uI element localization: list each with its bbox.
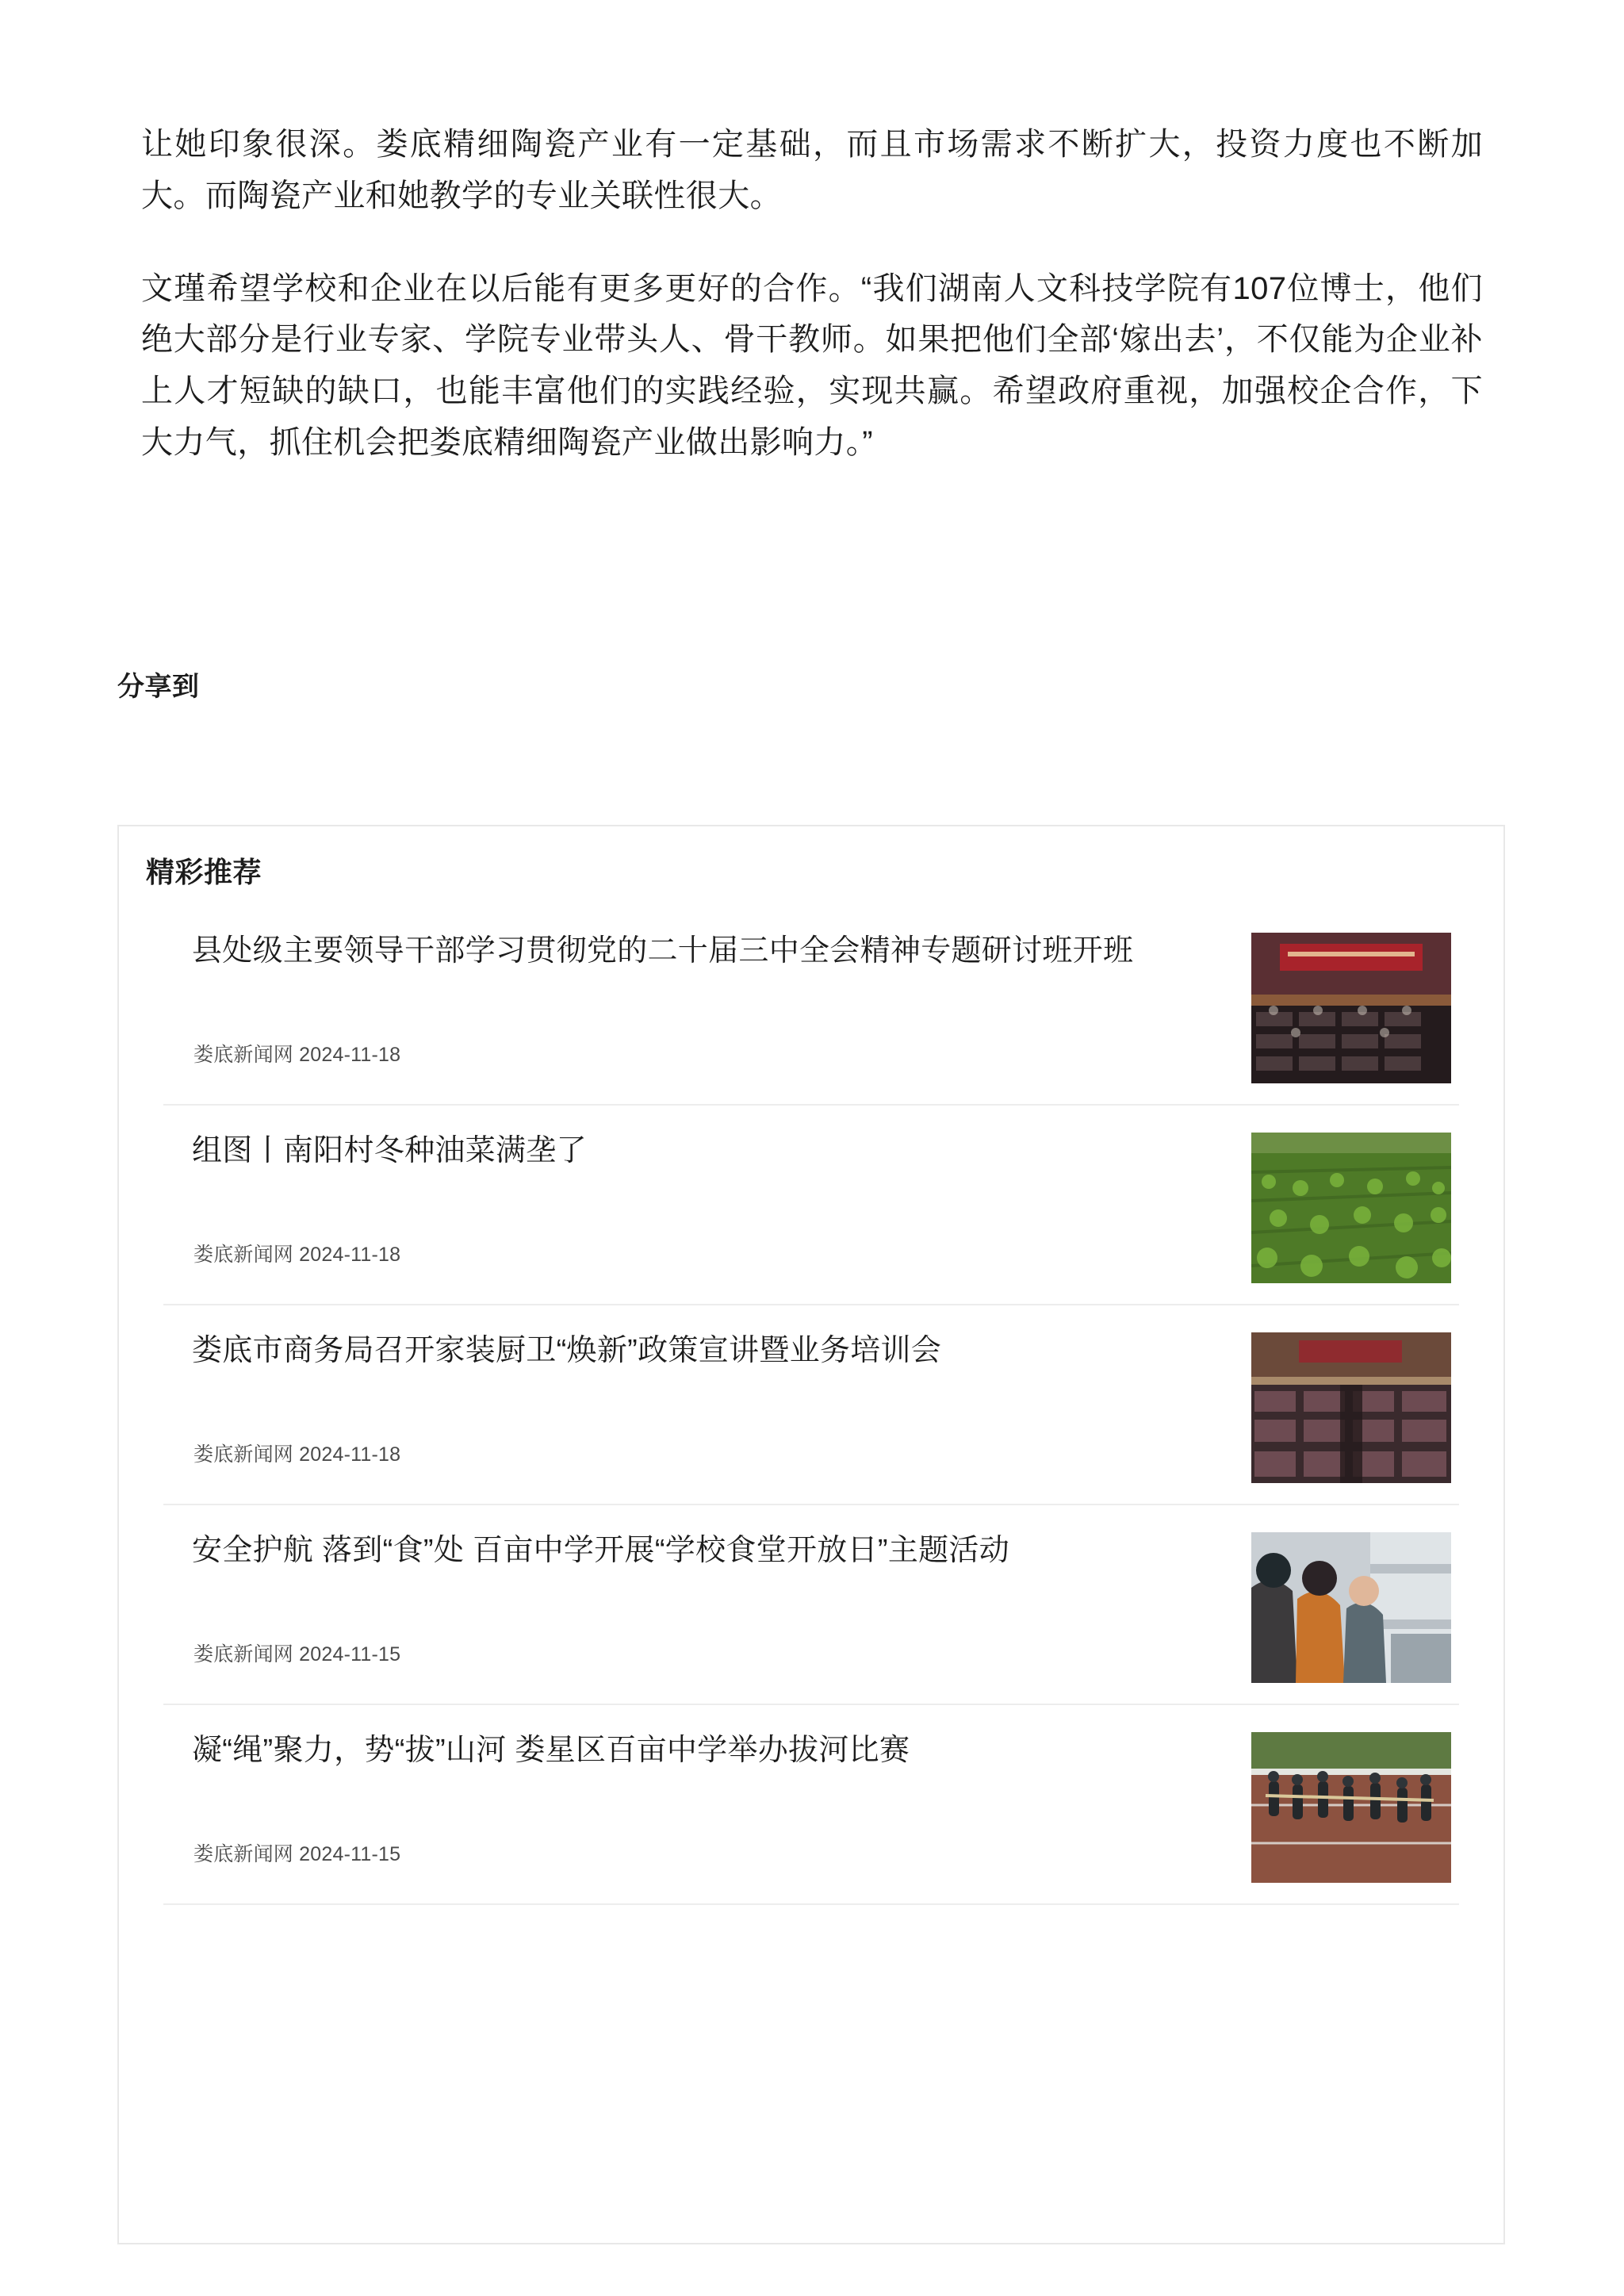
article-paragraph: 文瑾希望学校和企业在以后能有更多更好的合作。“我们湖南人文科技学院有107位博士，他们绝大部分是行业专家、学院专业带头人、骨干教师。如果把他们全部‘嫁出去’，不仅能为企业补上人才短缺的缺口，也能丰富他们的实践经验，实现共赢。希望政府重视，加强校企合作，下大力气，抓住机会把娄底精细陶瓷产业做出影响力。”	[141, 270, 1483, 460]
list-item-thumbnail[interactable]	[1251, 1332, 1451, 1483]
list-item-date: 2024-11-18	[299, 1244, 401, 1266]
list-item-headline[interactable]: 组图丨南阳村冬种油菜满垄了	[192, 1134, 587, 1167]
list-item-source: 娄底新闻网	[193, 1643, 294, 1665]
list-item-text	[192, 906, 1278, 1104]
conference-room-seats-icon	[1251, 1332, 1451, 1483]
list-item[interactable]	[163, 1505, 1459, 1705]
list-item-date: 2024-11-15	[299, 1843, 401, 1865]
list-item-thumbnail[interactable]	[1251, 1532, 1451, 1683]
list-item[interactable]	[163, 1106, 1459, 1305]
list-item-meta	[193, 1239, 400, 1267]
share-label: 分享到	[117, 672, 200, 702]
list-item-headline[interactable]: 安全护航 落到“食”处 百亩中学开展“学校食堂开放日”主题活动	[192, 1534, 1010, 1567]
article-body	[141, 119, 1483, 469]
list-item-meta	[193, 1639, 400, 1667]
list-item-thumbnail[interactable]	[1251, 1732, 1451, 1883]
list-item-text	[192, 1705, 1278, 1903]
list-item-headline[interactable]: 凝“绳”聚力，势“拔”山河 娄星区百亩中学举办拔河比赛	[192, 1734, 910, 1767]
list-item-date: 2024-11-15	[299, 1643, 401, 1665]
list-item[interactable]	[163, 1305, 1459, 1505]
recommend-list-footer-space	[163, 1984, 1459, 2103]
green-rapeseed-field-icon	[1251, 1133, 1451, 1283]
list-item[interactable]	[163, 1705, 1459, 1905]
list-item-source: 娄底新闻网	[193, 1443, 294, 1466]
list-item-text	[192, 1505, 1278, 1704]
list-item-meta	[193, 1039, 400, 1068]
list-item-date: 2024-11-18	[299, 1044, 401, 1066]
recommend-list	[119, 906, 1503, 1905]
list-item-headline[interactable]: 县处级主要领导干部学习贯彻党的二十届三中全会精神专题研讨班开班	[192, 934, 1134, 968]
article-paragraph: 让她印象很深。娄底精细陶瓷产业有一定基础，而且市场需求不断扩大，投资力度也不断加大。而陶瓷产业和她教学的专业关联性很大。	[141, 127, 1483, 213]
recommend-panel	[117, 825, 1505, 2244]
list-item-text	[192, 1305, 1278, 1504]
list-item-meta	[193, 1439, 400, 1467]
list-item[interactable]	[163, 906, 1459, 1106]
list-item-source: 娄底新闻网	[193, 1843, 294, 1865]
tug-of-war-track-icon	[1251, 1732, 1451, 1883]
list-item-source: 娄底新闻网	[193, 1044, 294, 1066]
recommend-panel-title: 精彩推荐	[146, 856, 262, 888]
meeting-hall-red-banner-icon	[1251, 933, 1451, 1083]
list-item-text	[192, 1106, 1278, 1304]
list-item-date: 2024-11-18	[299, 1443, 401, 1466]
list-item-meta	[193, 1838, 400, 1867]
list-item-thumbnail[interactable]	[1251, 1133, 1451, 1283]
list-item-thumbnail[interactable]	[1251, 933, 1451, 1083]
school-canteen-visit-icon	[1251, 1532, 1451, 1683]
list-item-headline[interactable]: 娄底市商务局召开家装厨卫“焕新”政策宣讲暨业务培训会	[192, 1334, 942, 1367]
list-item-source: 娄底新闻网	[193, 1244, 294, 1266]
